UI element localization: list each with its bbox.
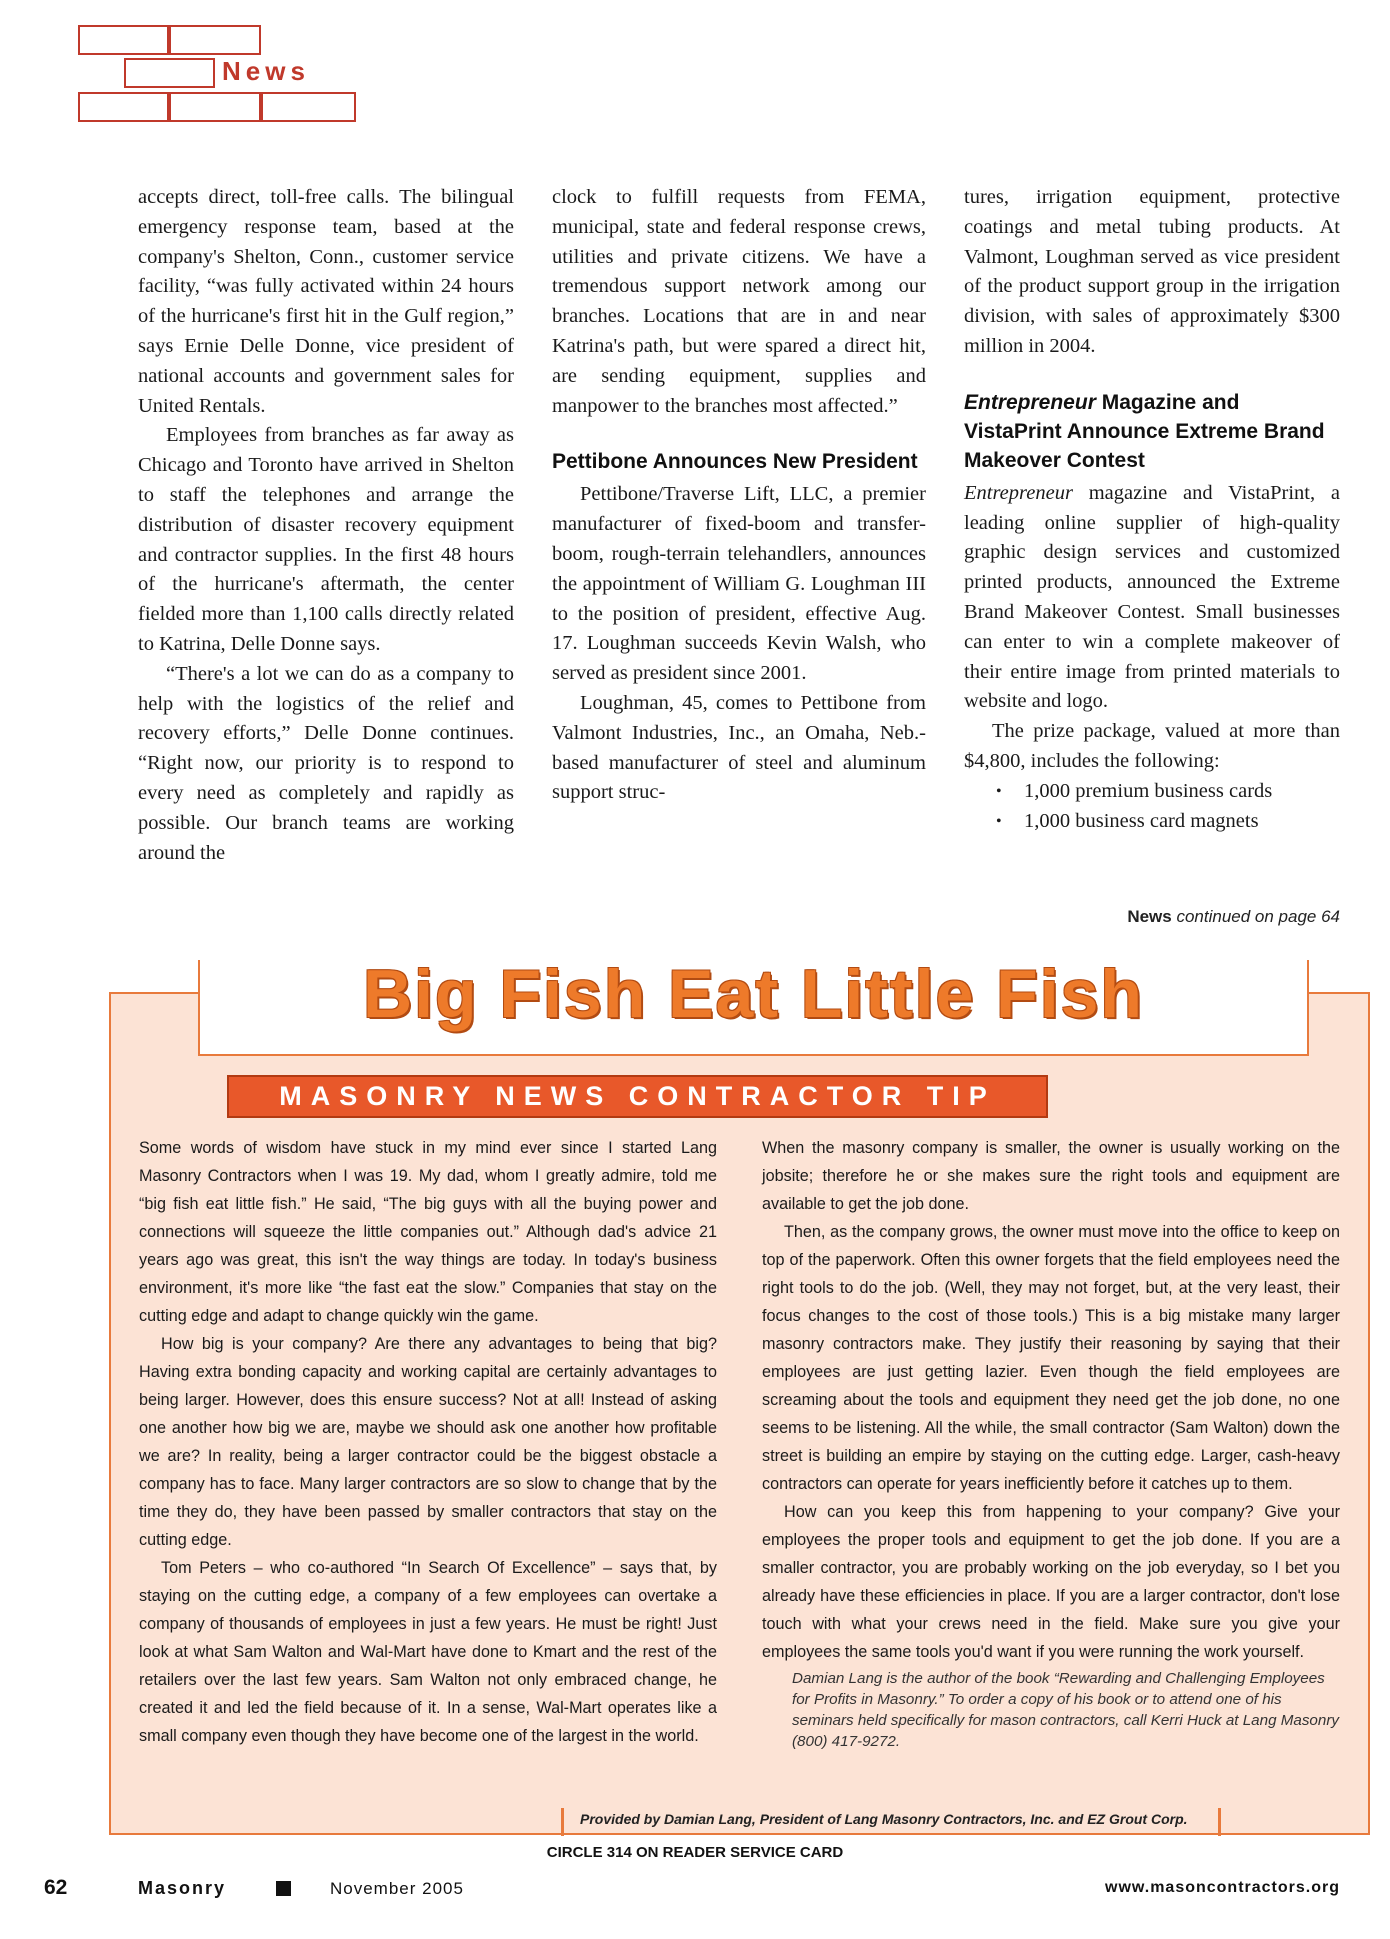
tip-title: Big Fish Eat Little Fish (363, 956, 1144, 1032)
tip-column-left (139, 1134, 717, 1750)
article-paragraph: “There's a lot we can do as a company to help with the logistics of the relief and recovery efforts,” Delle Donne continues. “Right now, our priority is to respond to every need as completely and rapidly as possible. Our branch teams are working around the (138, 662, 514, 864)
article-column-3 (964, 183, 1340, 836)
list-item: • 1,000 premium business cards (1024, 777, 1340, 807)
page-number: 62 (44, 1876, 68, 1899)
magazine-name: Masonry (138, 1878, 227, 1898)
continued-section: News (1127, 907, 1172, 926)
article-paragraph: clock to fulfill requests from FEMA, municipal, state and federal response crews, utilities and private citizens. We have a tremendous support network among our branches. Locations that are in and near Katrina's path, but were spared a direct hit, are sending equipment, supplies and manpower to the branches most affected.” (552, 186, 926, 417)
paragraph-text: magazine and VistaPrint, a leading online supplier of high-quality graphic design services and customized printed products, announced the Extreme Brand Makeover Contest. Small businesses can enter to win a complete makeover of their entire image from printed materials to website and logo. (964, 481, 1340, 713)
contest-heading-text: Magazine and VistaPrint Announce Extreme Brand Makeover Contest (964, 390, 1325, 472)
tip-banner (227, 1075, 1048, 1118)
continued-text: continued on page 64 (1171, 907, 1340, 926)
article-paragraph: tures, irrigation equipment, protective coatings and metal tubing products. At Valmont, Loughman served as vice president of the product support group in the irrigation division, with sales of approximately $300 million in 2004. (964, 186, 1340, 357)
tip-paragraph: How can you keep this from happening to your company? Give your employees the proper tools and equipment to get the job done. If you are a smaller contractor, you are probably working on the job everyday, so I bet you already have these efficiencies in place. If you are a larger contractor, don't lose touch with what your crews need in the field. Make sure you give your employees the same tools you'd want if you were running the work yourself. (762, 1503, 1340, 1661)
brick-shape (261, 92, 356, 122)
brick-shape (169, 25, 261, 55)
contest-heading (964, 388, 1340, 475)
tip-paragraph: Tom Peters – who co-authored “In Search Of Excellence” – says that, by staying on the cutting edge, a company of a few employees can overtake a company of thousands of employees in just a few years. He must be right! Just look at what Sam Walton and Wal-Mart have done to Kmart and the rest of the retailers over the last few years. Sam Walton not only embraced change, he created it and led the field because of it. In a sense, Wal-Mart operates like a small company even though they have become one of the largest in the world. (139, 1559, 717, 1745)
article-paragraph (964, 479, 1340, 717)
tip-paragraph: Some words of wisdom have stuck in my mind ever since I started Lang Masonry Contractors when I was 19. My dad, whom I greatly admire, told me “big fish eat little fish.” He said, “The big guys with all the buying power and connections will squeeze the little companies out.” Although dad's advice 21 years ago was great, this isn't the way things are today. In today's business environment, it's more like “the fast eat the slow.” Companies that stay on the cutting edge and adapt to change quickly win the game. (139, 1139, 717, 1325)
section-label: News (222, 56, 310, 86)
article-paragraph: accepts direct, toll-free calls. The bilingual emergency response team, based at the company's Shelton, Conn., customer service facility, “was fully activated within 24 hours of the hurricane's first hit in the Gulf region,” says Ernie Delle Donne, vice president of national accounts and government sales for United Rentals. (138, 186, 514, 417)
brick-shape (78, 92, 169, 122)
article-column-1 (138, 183, 514, 868)
article-paragraph: Employees from branches as far away as Chicago and Toronto have arrived in Shelton to staff the telephones and arrange the distribution of disaster recovery equipment and contractor supplies. In the first 48 hours of the hurricane's aftermath, the center fielded more than 1,100 calls directly related to Katrina, Delle Donne says. (138, 424, 514, 655)
reader-service-note: CIRCLE 314 ON READER SERVICE CARD (546, 1844, 844, 1861)
contest-heading-italic: Entrepreneur (964, 390, 1096, 414)
brick-shape (169, 92, 261, 122)
brick-shape (124, 58, 215, 88)
square-bullet-icon (276, 1881, 291, 1896)
tip-credit: Provided by Damian Lang, President of Lang Masonry Contractors, Inc. and EZ Grout Corp. (580, 1811, 1188, 1827)
article-paragraph: The prize package, valued at more than $4,800, includes the following: (964, 720, 1340, 772)
list-item: • 1,000 business card magnets (1024, 807, 1340, 837)
tip-column-right (762, 1134, 1340, 1752)
publication-name: Entrepreneur (964, 481, 1073, 504)
issue-date: November 2005 (330, 1879, 464, 1898)
tip-paragraph: How big is your company? Are there any advantages to being that big? Having extra bonding capacity and working capital are certainly advantages to being larger. However, does this ensure success? Not at all! Instead of asking one another how big we are, maybe we should ask one another how profitable we are? In reality, being a larger contractor could be the biggest obstacle a company has to face. Many larger contractors are so slow to change that by the time they do, they have been passed by smaller contractors that stay on the cutting edge. (139, 1335, 717, 1549)
article-paragraph: Pettibone/Traverse Lift, LLC, a premier manufacturer of fixed-boom and transfer-boom, rough-terrain telehandlers, announces the appointment of William G. Loughman III to the position of president, effective Aug. 17. Loughman succeeds Kevin Walsh, who served as president since 2001. (552, 483, 926, 685)
brick-shape (78, 25, 169, 55)
tip-paragraph: Then, as the company grows, the owner must move into the office to keep on top of the paperwork. Often this owner forgets that the field employees need the right tools to do the job. (Well, they may not forget, but, at the very least, their focus changes to the cost of those tools.) This is a big mistake many larger masonry contractors make. They justify their reasoning by saying that their employees are just getting lazier. Even though the field employees are screaming about the tools and equipment they need get the job done, no one seems to be listening. All the while, the small contractor (Sam Walton) down the street is building an empire by staying on the cutting edge. Larger, cash-heavy contractors can operate for years inefficiently before it catches up to them. (762, 1223, 1340, 1493)
tip-paragraph: When the masonry company is smaller, the owner is usually working on the jobsite; therefore he or she makes sure the right tools and equipment are available to get the job done. (762, 1139, 1340, 1213)
article-paragraph: Loughman, 45, comes to Pettibone from Valmont Industries, Inc., an Omaha, Neb.-based manufacturer of steel and aluminum support struc- (552, 691, 926, 804)
credit-divider (561, 1808, 564, 1836)
continued-note (1127, 907, 1340, 927)
prize-list (964, 777, 1340, 837)
pettibone-heading: Pettibone Announces New President (552, 450, 918, 474)
article-column-2 (552, 183, 926, 808)
website-url: www.masoncontractors.org (1105, 1879, 1340, 1896)
author-bio: Damian Lang is the author of the book “Rewarding and Challenging Employees for Profits in Masonry.” To order a copy of his book or to attend one of his seminars held specifically for mason contractors, call Kerri Huck at Lang Masonry (800) 417-9272. (792, 1670, 1339, 1750)
credit-divider (1218, 1808, 1221, 1836)
tip-banner-text: MASONRY NEWS CONTRACTOR TIP (279, 1081, 996, 1111)
